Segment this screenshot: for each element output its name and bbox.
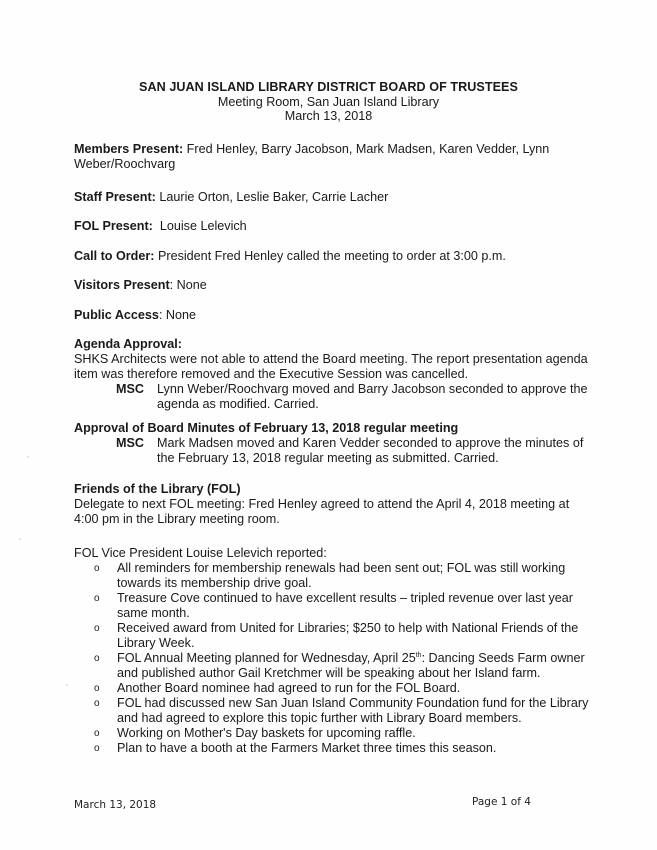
list-item: o FOL had discussed new San Juan Island Community Foundation fund for the Library and had agreed to explore this topic further with Library Board members. [94, 696, 589, 725]
hollow-bullet-icon: o [94, 743, 100, 754]
fol-delegate-text: Delegate to next FOL meeting: Fred Henley agreed to attend the April 4, 2018 meeting at 4:00 pm in the Library meeting room. [74, 497, 570, 526]
visitors-present-value: : None [169, 278, 207, 292]
agenda-approval-heading: Agenda Approval: [74, 337, 182, 351]
meeting-location: Meeting Room, San Juan Island Library [217, 94, 440, 109]
meeting-date: March 13, 2018 [284, 109, 373, 123]
motion-text: Mark Madsen moved and Karen Vedder seconded to approve the minutes of the February 13, 2018 regular meeting as submitted. Carried. [157, 436, 584, 465]
agenda-approval-text: SHKS Architects were not able to attend the Board meeting. The report presentation agenda item was therefore removed and the Executive Session was cancelled. [74, 352, 588, 381]
visitors-present [74, 278, 594, 293]
minutes-approval-heading: Approval of Board Minutes of February 13, 2018 regular meeting [74, 421, 459, 435]
fol-present [74, 219, 594, 234]
fol-present-value: Louise Lelevich [152, 219, 247, 233]
list-item: o Working on Mother's Day baskets for upcoming raffle. [94, 726, 416, 740]
minutes-approval-motion [74, 436, 594, 466]
fol-report [74, 546, 594, 756]
scan-speck [19, 538, 21, 540]
members-present-label: Members Present: [74, 142, 184, 156]
list-item: o Another Board nominee had agreed to run for the FOL Board. [94, 681, 461, 695]
scan-speck [66, 684, 68, 686]
agenda-approval-section [74, 337, 594, 412]
document-header [0, 80, 657, 124]
hollow-bullet-icon: o [94, 728, 100, 739]
footer-date: March 13, 2018 [74, 799, 157, 811]
call-to-order-value: President Fred Henley called the meeting to order at 3:00 p.m. [154, 249, 506, 263]
motion-text: Lynn Weber/Roochvarg moved and Barry Jacobson seconded to approve the agenda as modified. Carried. [157, 382, 588, 411]
msc-label: MSC [116, 436, 144, 450]
call-to-order-label: Call to Order: [74, 249, 155, 263]
call-to-order [74, 249, 594, 264]
agenda-approval-motion [74, 382, 594, 412]
fol-section [74, 482, 594, 527]
footer-page-number: Page 1 of 4 [472, 796, 531, 808]
list-item: o All reminders for membership renewals had been sent out; FOL was still working towards its membership drive goal. [94, 561, 566, 590]
staff-present-label: Staff Present: [74, 190, 156, 204]
scan-speck [27, 456, 29, 458]
fol-report-list [74, 561, 594, 756]
list-item: o FOL Annual Meeting planned for Wednesday, April 25th: Dancing Seeds Farm owner and published author Gail Kretchmer will be speaking about her Island farm. [94, 651, 585, 680]
fol-heading: Friends of the Library (FOL) [74, 482, 241, 496]
hollow-bullet-icon: o [94, 563, 100, 574]
public-access-label: Public Access [74, 308, 159, 322]
hollow-bullet-icon: o [94, 623, 100, 634]
hollow-bullet-icon: o [94, 653, 100, 664]
members-present-value: Fred Henley, Barry Jacobson, Mark Madsen, Karen Vedder, Lynn Weber/Roochvarg [74, 142, 550, 171]
msc-label: MSC [116, 382, 144, 396]
staff-present-value: Laurie Orton, Leslie Baker, Carrie Lacher [155, 190, 389, 204]
public-access [74, 308, 594, 323]
fol-report-intro: FOL Vice President Louise Lelevich reported: [74, 546, 327, 560]
document-title: SAN JUAN ISLAND LIBRARY DISTRICT BOARD OF TRUSTEES [139, 80, 518, 94]
hollow-bullet-icon: o [94, 698, 100, 709]
visitors-present-label: Visitors Present [74, 278, 170, 292]
list-item: o Plan to have a booth at the Farmers Market three times this season. [94, 741, 497, 755]
list-item: o Received award from United for Libraries; $250 to help with National Friends of the Library Week. [94, 621, 579, 650]
minutes-approval-section [74, 421, 594, 466]
hollow-bullet-icon: o [94, 593, 100, 604]
public-access-value: : None [158, 308, 197, 322]
fol-present-label: FOL Present: [74, 219, 153, 233]
list-item: o Treasure Cove continued to have excellent results – tripled revenue over last year same month. [94, 591, 573, 620]
staff-present [74, 190, 594, 205]
members-present [74, 142, 594, 172]
hollow-bullet-icon: o [94, 683, 100, 694]
